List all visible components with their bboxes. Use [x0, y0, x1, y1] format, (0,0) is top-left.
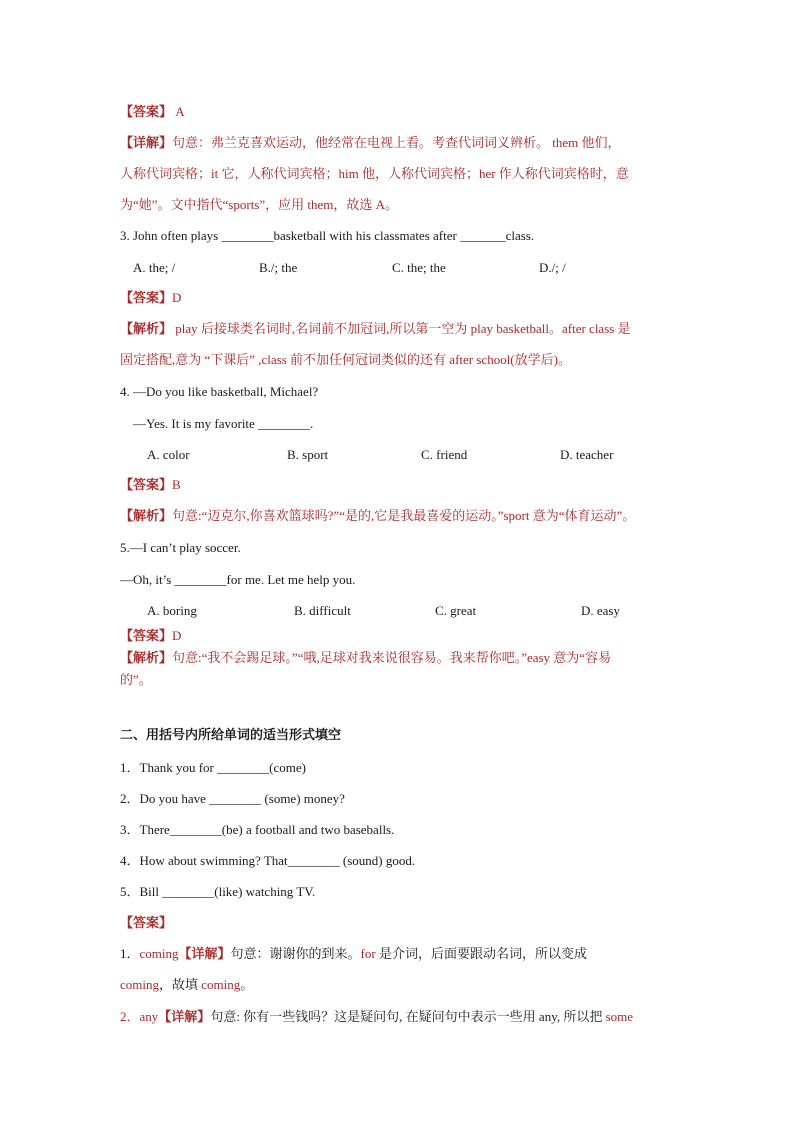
answer-value: B	[172, 477, 181, 492]
detail-line-2: 人称代词宾格；it 它，人称代词宾格；him 他，人称代词宾格；her 作人称代词宾格时，意	[120, 166, 629, 181]
answer-number: 2．	[120, 1009, 140, 1024]
analysis-text: play 后接球类名词时,名词前不加冠词,所以第一空为 play basketball。after class 是	[172, 321, 631, 336]
section-answer-1-line-2	[120, 977, 253, 993]
detail-tag: 【详解】	[120, 135, 173, 150]
detail-tag: 【详解】	[178, 946, 231, 961]
q5-option-d: D. easy	[581, 603, 620, 618]
analysis-tag: 【解析】	[120, 508, 173, 523]
q4-option-b: B. sport	[287, 447, 329, 462]
detail-end: some	[602, 1009, 634, 1024]
answer-tag: 【答案】	[120, 628, 173, 643]
answer-tag: 【答案】	[120, 290, 173, 305]
analysis-text: 句意:“迈克尔,你喜欢篮球吗?”“是的,它是我最喜爱的运动。”sport 意为“体育运动”。	[172, 508, 636, 523]
analysis-tag: 【解析】	[120, 650, 173, 665]
q5-option-a: A. boring	[147, 603, 197, 618]
keyword: for	[360, 946, 376, 961]
q5-option-c: C. great	[435, 603, 477, 618]
q3-answer-line	[120, 290, 181, 306]
answer-word: any	[139, 1009, 159, 1024]
answer-number: 1．	[120, 946, 140, 961]
fill-item-5: 5．Bill ________(like) watching TV.	[120, 884, 316, 899]
question-5-stem: 5.—I can’t play soccer.	[120, 540, 241, 555]
detail-line	[120, 135, 621, 151]
answer-tag: 【答案】	[120, 104, 173, 119]
fill-item-4: 4．How about swimming? That________ (sound) good.	[120, 853, 416, 868]
detail-text: ，故填	[159, 977, 199, 992]
question-3-stem: 3. John often plays ________basketball with his classmates after _______class.	[120, 228, 535, 243]
section-answer-tag: 【答案】	[120, 915, 173, 930]
keyword: coming	[120, 977, 159, 992]
q5-analysis-line	[120, 650, 611, 666]
q4-option-c: C. friend	[421, 447, 468, 462]
q3-option-c: C. the; the	[392, 260, 446, 275]
q4-option-a: A. color	[147, 447, 190, 462]
detail-text: 句意：弗兰克喜欢运动，他经常在电视上看。考查代词词义辨析。 them 他们，	[172, 135, 621, 150]
detail-text-2: 是介词，后面要跟动名词，所以变成	[375, 946, 587, 961]
question-5-stem-2: —Oh, it’s ________for me. Let me help you.	[120, 572, 356, 587]
q3-analysis-line	[120, 321, 631, 337]
fill-item-1: 1．Thank you for ________(come)	[120, 760, 306, 775]
q5-answer-line	[120, 628, 181, 644]
detail-text: 句意: 你有一些钱吗？这是疑问句, 在疑问句中表示一些用 any, 所以把	[210, 1009, 603, 1024]
detail-tag: 【详解】	[158, 1009, 211, 1024]
answer-value: D	[172, 290, 182, 305]
q4-option-d: D. teacher	[560, 447, 614, 462]
section-answer-2	[120, 1009, 633, 1025]
q5-analysis-line-2: 的”。	[120, 672, 152, 687]
question-4-stem-2: —Yes. It is my favorite ________.	[133, 416, 314, 431]
answer-value: D	[172, 628, 182, 643]
answer-line	[120, 104, 185, 120]
answer-value: A	[172, 104, 185, 119]
analysis-tag: 【解析】	[120, 321, 173, 336]
answer-tag: 【答案】	[120, 477, 173, 492]
question-4-stem: 4. —Do you like basketball, Michael?	[120, 384, 319, 399]
section-answer-1	[120, 946, 587, 962]
q4-analysis-line	[120, 508, 635, 524]
q3-analysis-line-2: 固定搭配,意为 “下课后” ,class 前不加任何冠词类似的还有 after school(放学后)。	[120, 352, 571, 367]
answer-word: coming	[139, 946, 179, 961]
q3-option-d: D./; /	[539, 260, 566, 275]
q4-answer-line	[120, 477, 181, 493]
keyword-2: coming	[198, 977, 241, 992]
q3-option-b: B./; the	[259, 260, 298, 275]
fill-item-2: 2．Do you have ________ (some) money?	[120, 791, 345, 806]
detail-line-3: 为“她”。文中指代“sports”，应用 them，故选 A。	[120, 197, 399, 212]
detail-end: 。	[240, 977, 254, 992]
detail-text: 句意：谢谢你的到来。	[230, 946, 361, 961]
section-heading: 二、用括号内所给单词的适当形式填空	[120, 728, 342, 743]
q3-option-a: A. the; /	[133, 260, 176, 275]
analysis-text: 句意:“我不会踢足球。”“哦,足球对我来说很容易。我来帮你吧。”easy 意为“容易	[172, 650, 612, 665]
q5-option-b: B. difficult	[294, 603, 351, 618]
fill-item-3: 3．There________(be) a football and two baseballs.	[120, 822, 395, 837]
